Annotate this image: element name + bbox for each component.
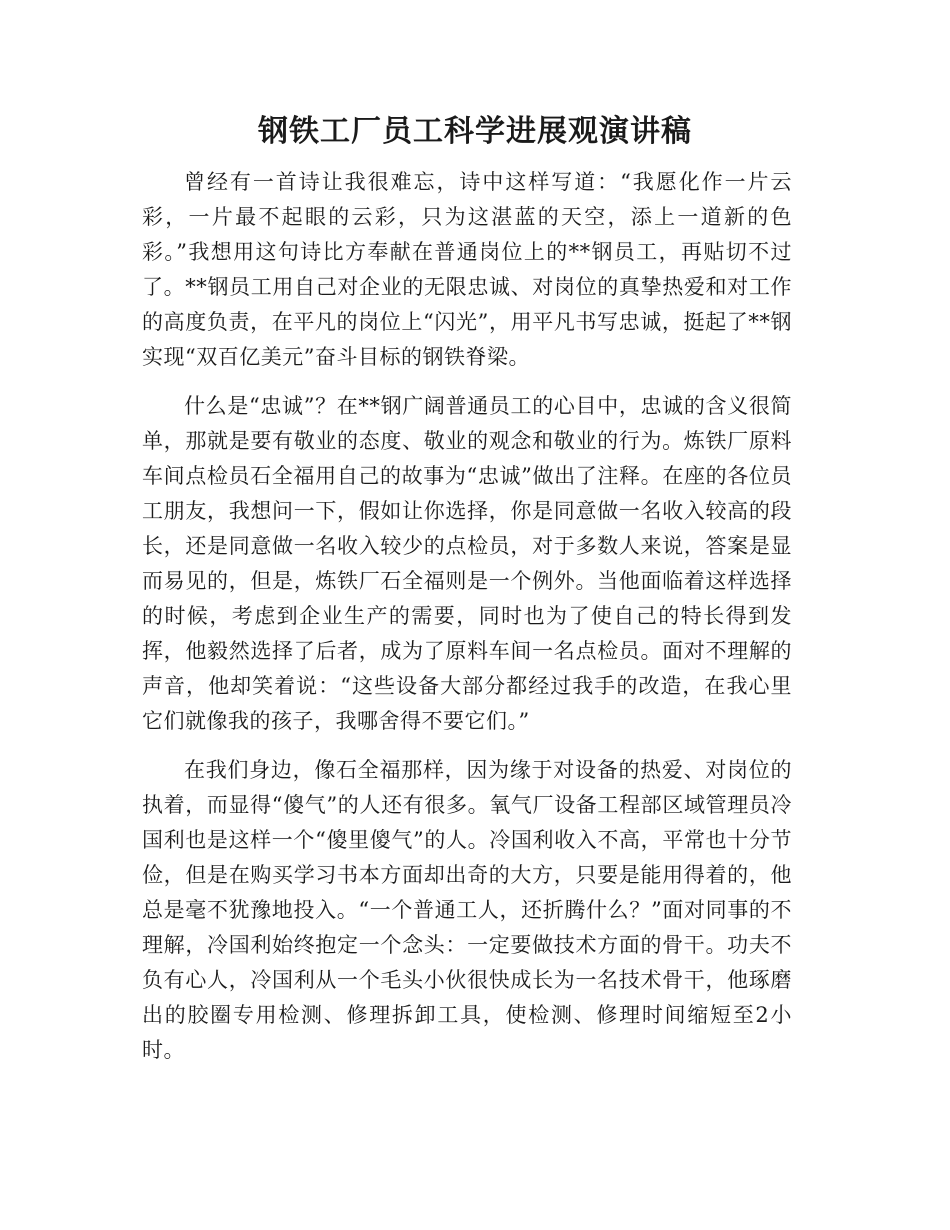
document-body [142, 165, 792, 1082]
paragraph-1: 曾经有一首诗让我很难忘，诗中这样写道：“我愿化作一片云彩，一片最不起眼的云彩，只为这湛蓝的天空，添上一道新的色彩。”我想用这句诗比方奉献在普通岗位上的**钢员工，再贴切不过了。**钢员工用自己对企业的无限忠诚、对岗位的真挚热爱和对工作的高度负责，在平凡的岗位上“闪光”，用平凡书写忠诚，挺起了**钢实现“双百亿美元”奋斗目标的钢铁脊梁。 [142, 170, 792, 369]
paragraph-3: 在我们身边，像石全福那样，因为缘于对设备的热爱、对岗位的执着，而显得“傻气”的人还有很多。氧气厂设备工程部区域管理员冷国利也是这样一个“傻里傻气”的人。冷国利收入不高，平常也十分节俭，但是在购买学习书本方面却出奇的大方，只要是能用得着的，他总是毫不犹豫地投入。“一个普通工人，还折腾什么？”面对同事的不理解，冷国利始终抱定一个念头：一定要做技术方面的骨干。功夫不负有心人，冷国利从一个毛头小伙很快成长为一名技术骨干，他琢磨出的胶圈专用检测、修理拆卸工具，使检测、修理时间缩短至2小时。 [142, 758, 792, 1062]
paragraph-2: 什么是“忠诚”？在**钢广阔普通员工的心目中，忠诚的含义很简单，那就是要有敬业的态度、敬业的观念和敬业的行为。炼铁厂原料车间点检员石全福用自己的故事为“忠诚”做出了注释。在座的各位员工朋友，我想问一下，假如让你选择，你是同意做一名收入较高的段长，还是同意做一名收入较少的点检员，对于多数人来说，答案是显而易见的，但是，炼铁厂石全福则是一个例外。当他面临着这样选择的时候，考虑到企业生产的需要，同时也为了使自己的特长得到发挥，他毅然选择了后者，成为了原料车间一名点检员。面对不理解的声音，他却笑着说：“这些设备大部分都经过我手的改造，在我心里它们就像我的孩子，我哪舍得不要它们。” [142, 394, 792, 733]
document-title: 钢铁工厂员工科学进展观演讲稿 [258, 114, 692, 149]
